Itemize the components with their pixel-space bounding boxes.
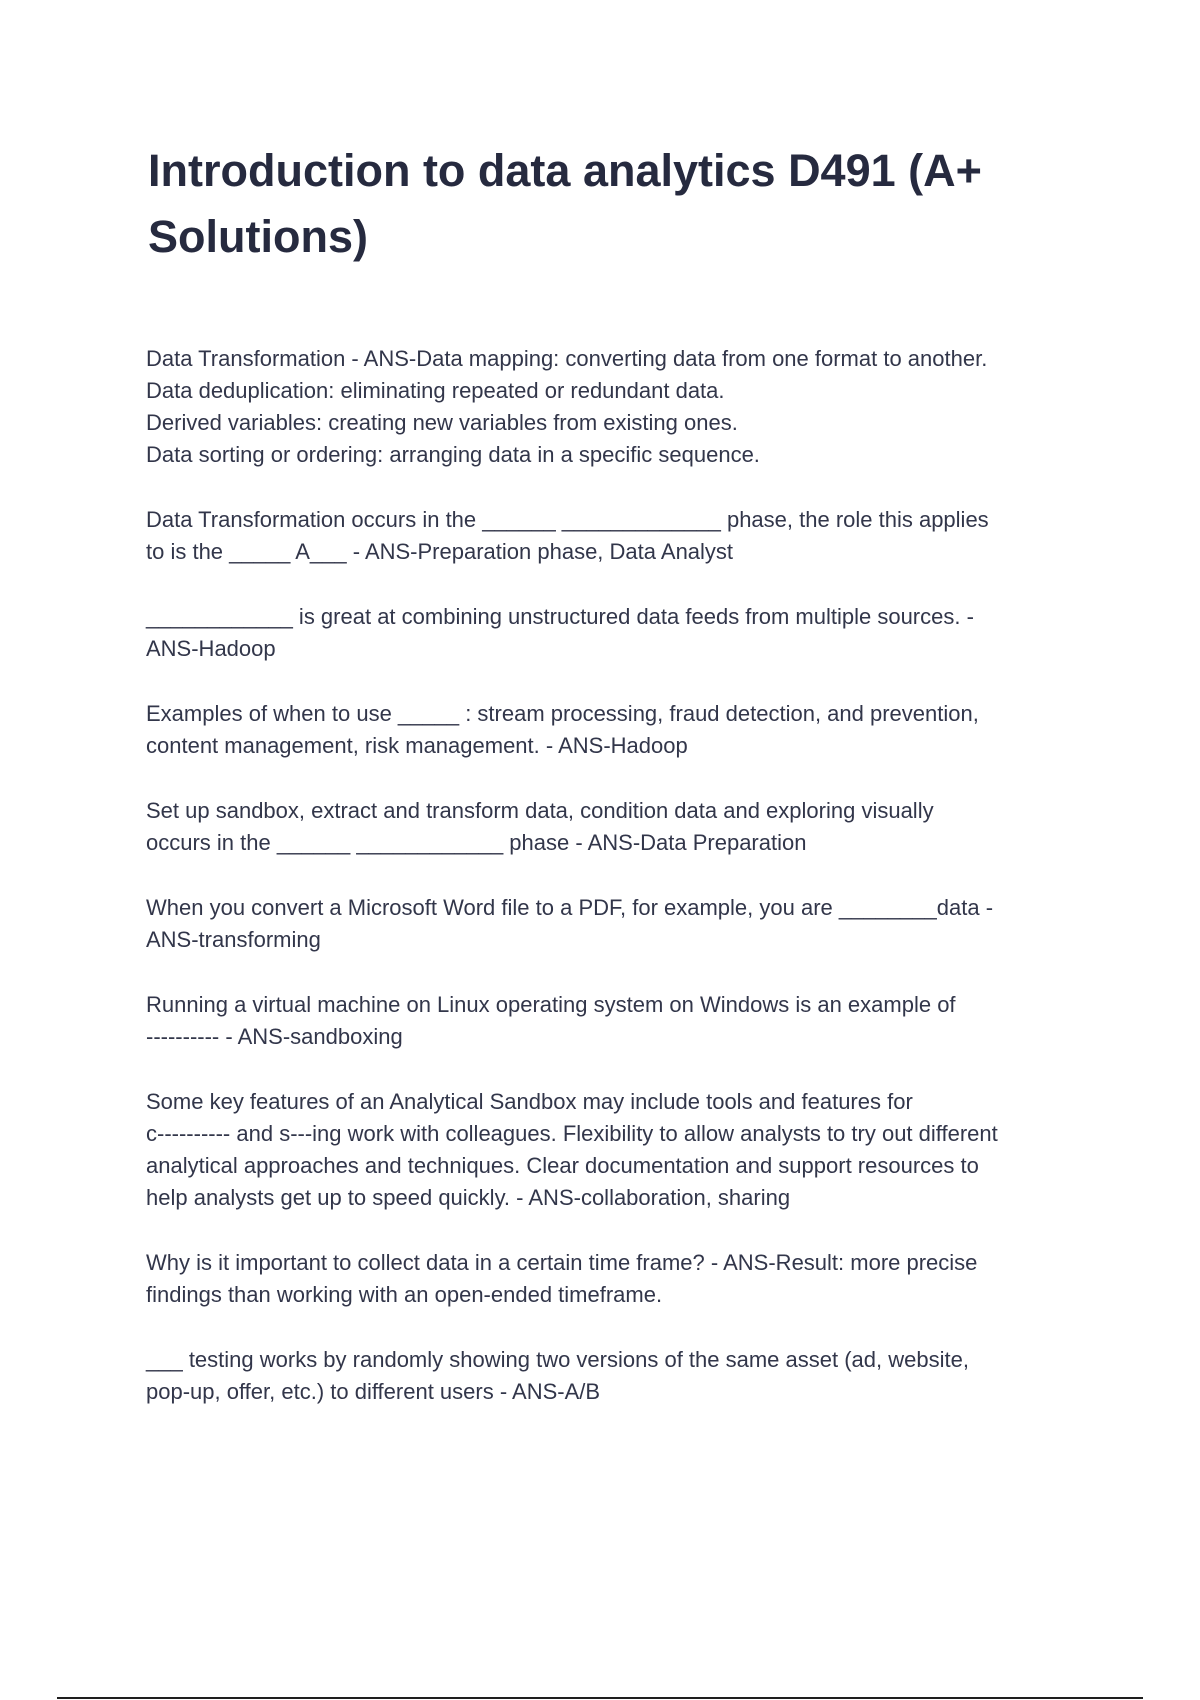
qa-list <box>146 343 1096 1441</box>
document-title: Introduction to data analytics D491 (A+ Solutions) <box>148 145 982 262</box>
qa-text-line: Set up sandbox, extract and transform data, condition data and exploring visually <box>146 798 934 823</box>
qa-item <box>146 343 1096 471</box>
qa-item <box>146 698 1096 762</box>
qa-text-line: Data Transformation occurs in the ______ _____________ phase, the role this applies <box>146 507 989 532</box>
qa-text-line: Some key features of an Analytical Sandbox may include tools and features for <box>146 1089 913 1114</box>
qa-item <box>146 1247 1096 1311</box>
qa-text-line: Why is it important to collect data in a certain time frame? - ANS-Result: more precise <box>146 1250 978 1275</box>
qa-item <box>146 989 1096 1053</box>
qa-text-line: help analysts get up to speed quickly. - ANS-collaboration, sharing <box>146 1185 791 1210</box>
qa-text-line: Examples of when to use _____ : stream processing, fraud detection, and prevention, <box>146 701 979 726</box>
qa-item <box>146 1086 1096 1214</box>
qa-text-line: When you convert a Microsoft Word file to a PDF, for example, you are ________data - <box>146 895 994 920</box>
qa-text-line: ___ testing works by randomly showing two versions of the same asset (ad, website, <box>146 1347 969 1372</box>
qa-text-line: content management, risk management. - ANS-Hadoop <box>146 733 688 758</box>
qa-text-line: Derived variables: creating new variables from existing ones. <box>146 410 738 435</box>
qa-text-line: findings than working with an open-ended timeframe. <box>146 1282 663 1307</box>
qa-item <box>146 504 1096 568</box>
qa-item <box>146 601 1096 665</box>
qa-text-line: ANS-transforming <box>146 927 321 952</box>
qa-text-line: to is the _____ A___ - ANS-Preparation phase, Data Analyst <box>146 539 734 564</box>
qa-text-line: pop-up, offer, etc.) to different users - ANS-A/B <box>146 1379 601 1404</box>
qa-text-line: ANS-Hadoop <box>146 636 276 661</box>
qa-text-line: Data sorting or ordering: arranging data in a specific sequence. <box>146 442 760 467</box>
qa-text-line: Data Transformation - ANS-Data mapping: converting data from one format to another. <box>146 346 988 371</box>
qa-text-line: Running a virtual machine on Linux operating system on Windows is an example of <box>146 992 956 1017</box>
qa-item <box>146 795 1096 859</box>
qa-text-line: ---------- - ANS-sandboxing <box>146 1024 403 1049</box>
qa-text-line: Data deduplication: eliminating repeated or redundant data. <box>146 378 725 403</box>
qa-item <box>146 1344 1096 1408</box>
qa-text-line: c---------- and s---ing work with colleagues. Flexibility to allow analysts to try out different <box>146 1121 998 1146</box>
qa-text-line: analytical approaches and techniques. Clear documentation and support resources to <box>146 1153 979 1178</box>
qa-text-line: ____________ is great at combining unstructured data feeds from multiple sources. - <box>146 604 974 629</box>
footer-divider <box>57 1697 1143 1699</box>
qa-text-line: occurs in the ______ ____________ phase - ANS-Data Preparation <box>146 830 807 855</box>
qa-item <box>146 892 1096 956</box>
